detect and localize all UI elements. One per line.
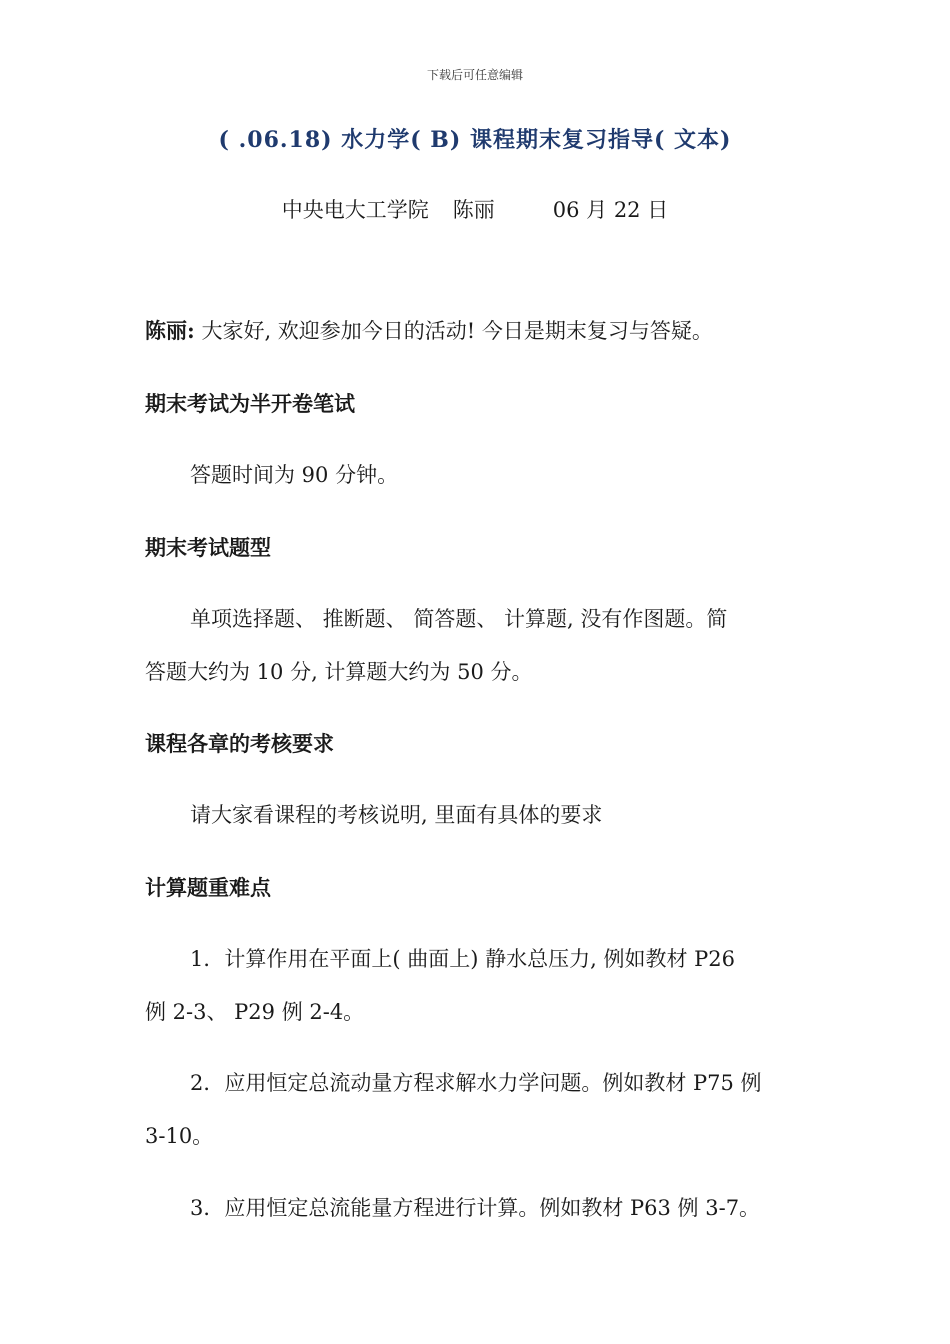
byline [0, 194, 950, 224]
section-heading: 期末考试为半开卷笔试 [145, 391, 355, 416]
list-item-continuation: 例 2-3、 P29 例 2-4。 [145, 1000, 365, 1024]
list-item: 2．应用恒定总流动量方程求解水力学问题。例如教材 P75 例 [190, 1071, 762, 1095]
section-line: 请大家看课程的考核说明, 里面有具体的要求 [190, 803, 603, 827]
intro-text: 大家好, 欢迎参加今日的活动! 今日是期末复习与答疑。 [194, 319, 713, 343]
section-heading: 课程各章的考核要求 [145, 731, 334, 756]
intro-paragraph [145, 315, 713, 345]
byline-date: 06 月 22 日 [552, 198, 669, 222]
speaker-name: 陈丽: [145, 318, 195, 343]
section-line: 答题时间为 90 分钟。 [190, 463, 399, 487]
byline-org: 中央电大工学院 [281, 198, 429, 222]
list-item: 1．计算作用在平面上( 曲面上) 静水总压力, 例如教材 P26 [190, 947, 735, 971]
section-line: 答题大约为 10 分, 计算题大约为 50 分。 [145, 660, 533, 684]
section-line: 单项选择题、 推断题、 简答题、 计算题, 没有作图题。简 [190, 607, 728, 631]
section-heading: 计算题重难点 [145, 875, 271, 900]
list-item: 3．应用恒定总流能量方程进行计算。例如教材 P63 例 3-7。 [190, 1196, 761, 1220]
section-heading: 期末考试题型 [145, 535, 271, 560]
byline-author: 陈丽 [452, 198, 495, 222]
list-item-continuation: 3-10。 [145, 1124, 214, 1148]
header-note: 下载后可任意编辑 [426, 68, 523, 82]
document-title: ( .06.18) 水力学( B) 课程期末复习指导( 文本) [218, 127, 732, 153]
